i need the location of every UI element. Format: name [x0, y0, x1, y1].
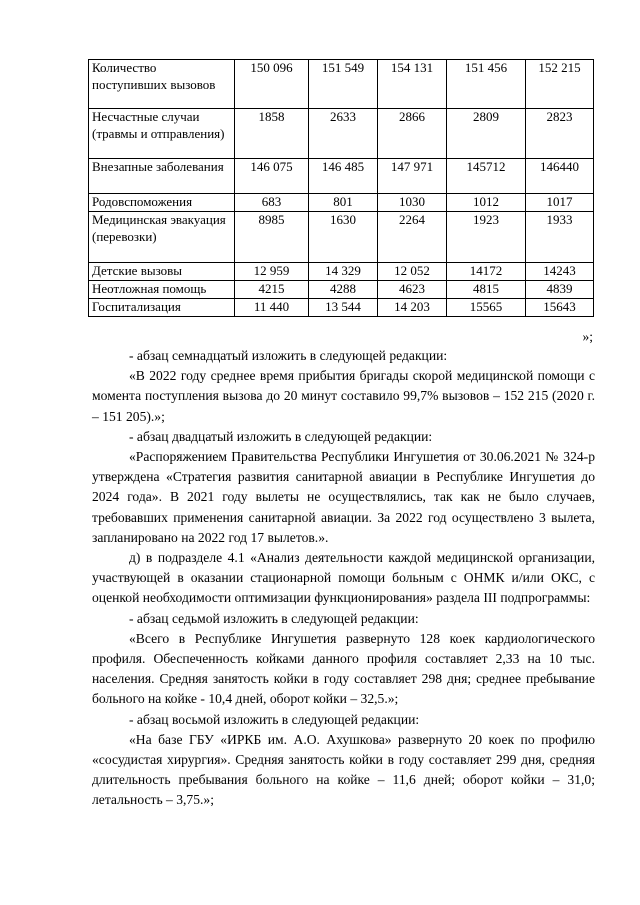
row-label: Детские вызовы — [89, 263, 235, 281]
cell-value: 4839 — [526, 281, 594, 299]
cell-value: 147 971 — [378, 159, 447, 194]
cell-value: 1017 — [526, 194, 594, 212]
cell-value: 154 131 — [378, 60, 447, 109]
cell-value: 146 075 — [235, 159, 309, 194]
cell-value: 15565 — [447, 299, 526, 317]
row-label: Неотложная помощь — [89, 281, 235, 299]
cell-value: 4815 — [447, 281, 526, 299]
amendment-text: «В 2022 году среднее время прибытия бригады скорой медицинской помощи с момента поступления вызова до 20 минут составило 99,7% вызовов – 152 215 (2020 г. – 151 205).»; — [92, 368, 595, 424]
cell-value: 12 959 — [235, 263, 309, 281]
cell-value: 1030 — [378, 194, 447, 212]
table-row — [89, 263, 594, 281]
cell-value: 152 215 — [526, 60, 594, 109]
cell-value: 8985 — [235, 212, 309, 263]
cell-value: 4623 — [378, 281, 447, 299]
cell-value: 2264 — [378, 212, 447, 263]
amendment-instruction: - абзац восьмой изложить в следующей редакции: — [129, 711, 420, 727]
document-body — [92, 346, 595, 811]
cell-value: 1923 — [447, 212, 526, 263]
cell-value: 1858 — [235, 109, 309, 159]
cell-value: 151 549 — [309, 60, 378, 109]
cell-value: 2823 — [526, 109, 594, 159]
row-label: Госпитализация — [89, 299, 235, 317]
row-label: Медицинская эвакуация (перевозки) — [89, 212, 235, 263]
cell-value: 11 440 — [235, 299, 309, 317]
cell-value: 13 544 — [309, 299, 378, 317]
table-row — [89, 109, 594, 159]
table-row — [89, 212, 594, 263]
statistics-table — [88, 59, 594, 317]
cell-value: 15643 — [526, 299, 594, 317]
cell-value: 14243 — [526, 263, 594, 281]
cell-value: 801 — [309, 194, 378, 212]
table-row — [89, 60, 594, 109]
cell-value: 4215 — [235, 281, 309, 299]
row-label: Несчастные случаи (травмы и отправления) — [89, 109, 235, 159]
cell-value: 14 329 — [309, 263, 378, 281]
row-label: Родовспоможения — [89, 194, 235, 212]
cell-value: 4288 — [309, 281, 378, 299]
table-closing-quote: »; — [582, 329, 593, 344]
cell-value: 2866 — [378, 109, 447, 159]
amendment-text: «На базе ГБУ «ИРКБ им. А.О. Ахушкова» развернуто 20 коек по профилю «сосудистая хирургия». Средняя занятость койки в году составляет 299 дня, средняя длительность пребывания больного на койке – 11,6 дней; оборот койки – 31,0; летальность – 3,75.»; — [92, 731, 595, 808]
cell-value: 2633 — [309, 109, 378, 159]
cell-value: 145712 — [447, 159, 526, 194]
subsection-instruction: д) в подразделе 4.1 «Анализ деятельности каждой медицинской организации, участвующей в оказании стационарной помощи больным с ОНМК и/или ОКС, с оценкой необходимости оптимизации функционирования» раздела III подпрограммы: — [92, 550, 595, 606]
cell-value: 146 485 — [309, 159, 378, 194]
table-row — [89, 281, 594, 299]
row-label: Количество поступивших вызовов — [89, 60, 235, 109]
cell-value: 12 052 — [378, 263, 447, 281]
table-row — [89, 159, 594, 194]
cell-value: 14 203 — [378, 299, 447, 317]
cell-value: 2809 — [447, 109, 526, 159]
amendment-text: «Распоряжением Правительства Республики Ингушетия от 30.06.2021 № 324-р утверждена «Стратегия развития санитарной авиации в Республике Ингушетия до 2024 года». В 2021 году вылеты не осуществлялись, так как не было случаев, требовавших применения санитарной авиации. За 2022 год осуществлено 3 вылета, запланировано на 2022 год 17 вылетов.». — [92, 449, 595, 545]
amendment-instruction: - абзац двадцатый изложить в следующей редакции: — [129, 428, 433, 444]
amendment-text: «Всего в Республике Ингушетия развернуто 128 коек кардиологического профиля. Обеспеченность койками данного профиля составляет 2,33 на 10 тыс. населения. Средняя занятость койки в году составляет 298 дня; среднее пребывание больного на койке - 10,4 дней, оборот койки – 32,5.»; — [92, 630, 595, 707]
cell-value: 1630 — [309, 212, 378, 263]
cell-value: 683 — [235, 194, 309, 212]
cell-value: 14172 — [447, 263, 526, 281]
row-label: Внезапные заболевания — [89, 159, 235, 194]
cell-value: 151 456 — [447, 60, 526, 109]
table-row — [89, 194, 594, 212]
cell-value: 150 096 — [235, 60, 309, 109]
cell-value: 1012 — [447, 194, 526, 212]
cell-value: 146440 — [526, 159, 594, 194]
table-row — [89, 299, 594, 317]
cell-value: 1933 — [526, 212, 594, 263]
amendment-instruction: - абзац седьмой изложить в следующей редакции: — [129, 610, 419, 626]
amendment-instruction: - абзац семнадцатый изложить в следующей редакции: — [129, 348, 448, 363]
